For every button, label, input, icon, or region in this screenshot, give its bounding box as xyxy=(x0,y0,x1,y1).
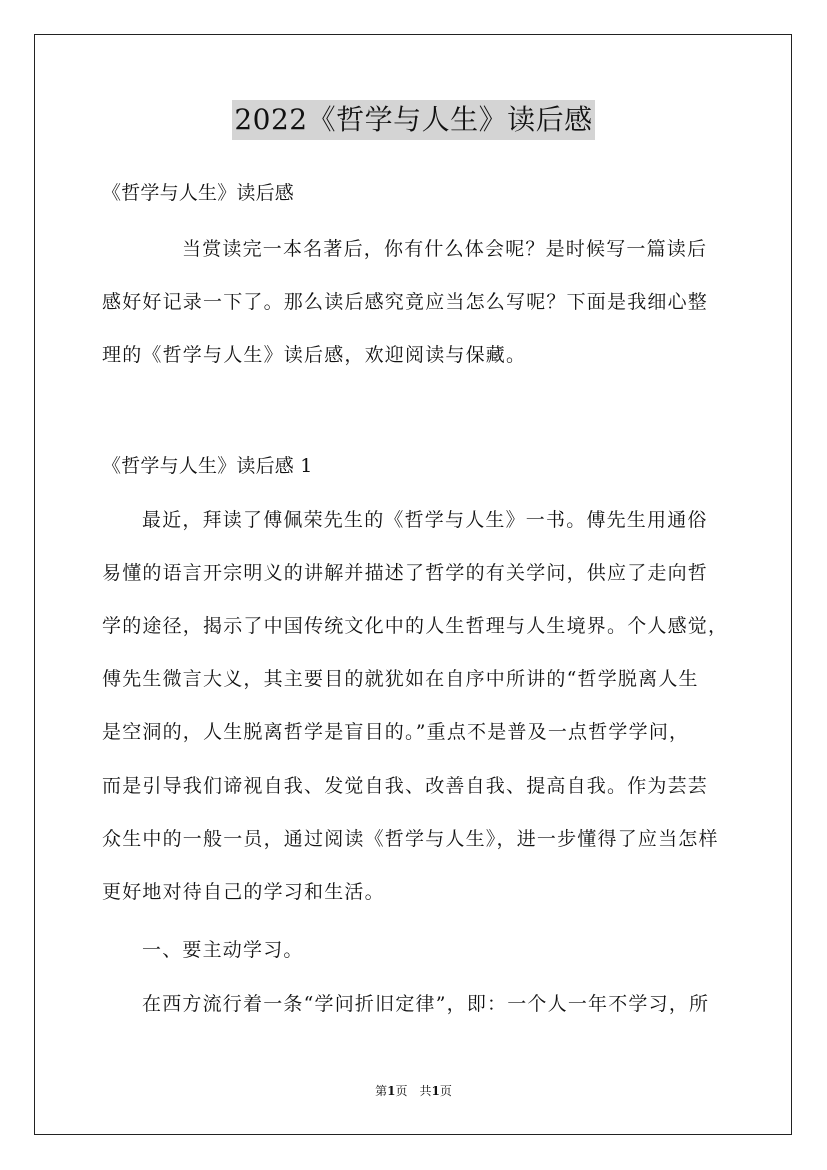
page-footer xyxy=(0,1083,827,1099)
body-line-6: 而是引导我们谛视自我、发觉自我、改善自我、提高自我。作为芸芸 xyxy=(102,775,709,797)
footer-page-suffix: 页 xyxy=(439,1084,452,1098)
footer-page-prefix: 第 xyxy=(375,1084,388,1098)
intro-line-3: 理的《哲学与人生》读后感，欢迎阅读与保藏。 xyxy=(102,344,527,366)
document-subtitle: 《哲学与人生》读后感 xyxy=(102,182,295,204)
body-line-5: 是空洞的，人生脱离哲学是盲目的。”重点不是普及一点哲学学问， xyxy=(102,721,690,743)
body-line-7: 众生中的一般一员，通过阅读《哲学与人生》，进一步懂得了应当怎样 xyxy=(102,828,719,850)
footer-page-mid: 页 共 xyxy=(395,1084,432,1098)
document-title: 2022《哲学与人生》读后感 xyxy=(232,100,594,140)
body-line-4: 傅先生微言大义，其主要目的就犹如在自序中所讲的“哲学脱离人生 xyxy=(102,668,699,690)
body-line-2: 易懂的语言开宗明义的讲解并描述了哲学的有关学问，供应了走向哲 xyxy=(102,562,709,584)
body-line-8: 更好地对待自己的学习和生活。 xyxy=(102,881,385,903)
footer-page-total: 1 xyxy=(431,1084,440,1098)
body-line-1: 最近，拜读了傅佩荣先生的《哲学与人生》一书。傅先生用通俗 xyxy=(142,509,708,531)
intro-line-1: 当赏读完一本名著后，你有什么体会呢？是时候写一篇读后 xyxy=(182,238,708,260)
section-heading: 《哲学与人生》读后感 1 xyxy=(102,455,313,477)
body-line-10: 在西方流行着一条“学问折旧定律”，即：一个人一年不学习，所 xyxy=(142,993,710,1015)
body-line-9: 一、要主动学习。 xyxy=(142,939,304,961)
body-line-3: 学的途径，揭示了中国传统文化中的人生哲理与人生境界。个人感觉， xyxy=(102,615,729,637)
title-container xyxy=(0,100,827,140)
footer-page-current: 1 xyxy=(387,1084,396,1098)
intro-line-2: 感好好记录一下了。那么读后感究竟应当怎么写呢？下面是我细心整 xyxy=(102,291,709,313)
